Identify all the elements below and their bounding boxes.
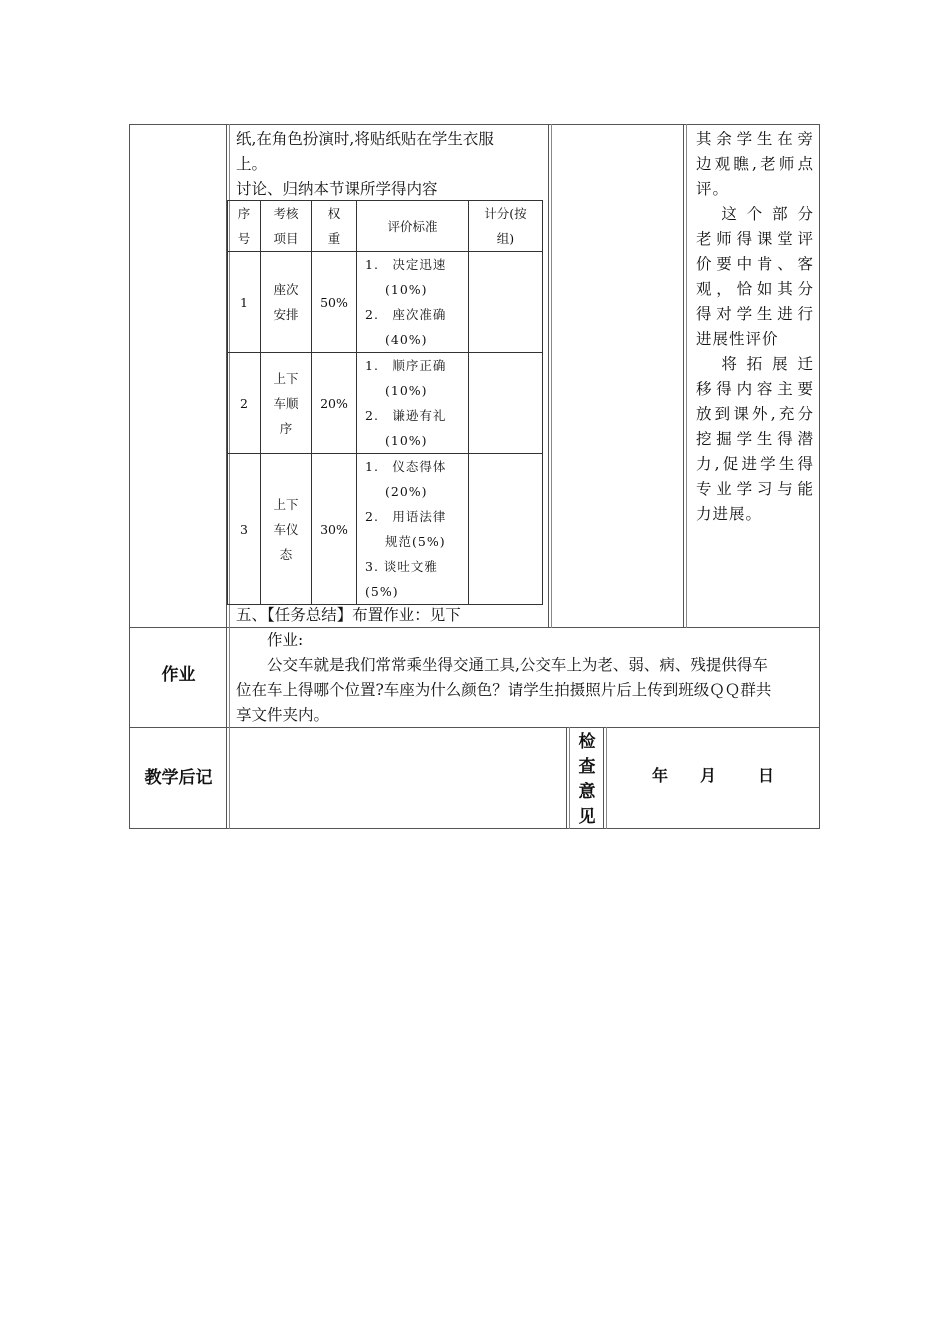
row-no: 1 — [228, 252, 261, 353]
frame-left — [129, 124, 130, 829]
row-score — [469, 454, 543, 605]
upper-line-1: 纸,在角色扮演时,将贴纸贴在学生衣服 — [236, 130, 494, 148]
assessment-table — [227, 200, 543, 605]
row-criteria: 1. 顺序正确 (10%) 2. 谦逊有礼 (10%) — [357, 353, 469, 454]
upper-line-3: 讨论、归纳本节课所学得内容 — [236, 180, 438, 198]
right-line: 将拓展迁 — [696, 355, 814, 373]
homework-label: 作业 — [161, 665, 196, 685]
right-line: 移得内容主要 — [696, 380, 814, 398]
right-line: 进展性评价 — [696, 330, 779, 348]
date-year: 年 — [652, 766, 669, 785]
frame-right — [819, 124, 820, 829]
right-line: 评。 — [696, 180, 730, 198]
table-row — [228, 252, 543, 353]
table-row — [228, 353, 543, 454]
right-line: 其余学生在旁 — [696, 130, 814, 148]
row-no: 2 — [228, 353, 261, 454]
row-score — [469, 353, 543, 454]
right-line: 挖掘学生得潜 — [696, 430, 814, 448]
table-row — [228, 454, 543, 605]
header-score: 计分(按 组) — [469, 201, 543, 252]
row-item: 上下 车仪 态 — [261, 454, 312, 605]
right-line: 专业学习与能 — [696, 480, 814, 498]
header-no: 序 号 — [228, 201, 261, 252]
right-line: 价要中肯、客 — [696, 255, 814, 273]
row-weight: 20% — [312, 353, 357, 454]
row-score — [469, 252, 543, 353]
right-line: 这个部分 — [696, 205, 814, 223]
notes-col-line-a — [566, 727, 567, 829]
right-line: 老师得课堂评 — [696, 230, 814, 248]
homework-text — [236, 628, 814, 728]
header-weight: 权 重 — [312, 201, 357, 252]
upper-line-2: 上。 — [236, 155, 268, 173]
assessment-header-row — [228, 201, 543, 252]
row-weight: 50% — [312, 252, 357, 353]
task-summary: 五、【任务总结】布置作业：见下 — [236, 606, 461, 624]
row-no: 3 — [228, 454, 261, 605]
right-line: 力,促进学生得 — [696, 455, 814, 473]
date-month: 月 — [700, 766, 717, 785]
right-line: 边观瞧,老师点 — [696, 155, 814, 173]
notes-col-line-c — [603, 727, 604, 829]
row-criteria: 1. 决定迅速 (10%) 2. 座次准确 (40%) — [357, 252, 469, 353]
review-opinion-label: 检 查 意 见 — [578, 732, 596, 827]
row-weight: 30% — [312, 454, 357, 605]
homework-line: 公交车就是我们常常乘坐得交通工具,公交车上为老、弱、病、残提供得车 — [236, 656, 768, 674]
notes-col-line-b — [569, 727, 570, 829]
homework-line: 享文件夹内。 — [236, 706, 330, 724]
teaching-notes-label: 教学后记 — [144, 768, 213, 788]
upper-main-text — [236, 127, 548, 202]
col-line-c — [683, 124, 684, 628]
right-line: 力进展。 — [696, 505, 763, 523]
homework-line: 作业: — [236, 631, 304, 649]
header-criteria: 评价标准 — [357, 201, 469, 252]
header-item: 考核 项目 — [261, 201, 312, 252]
homework-line: 位在车上得哪个位置?车座为什么颜色？请学生拍摄照片后上传到班级ＱＱ群共 — [236, 681, 772, 699]
row-item: 座次 安排 — [261, 252, 312, 353]
frame-top — [129, 124, 820, 125]
row-item: 上下 车顺 序 — [261, 353, 312, 454]
col-line-d — [686, 124, 687, 628]
notes-col-line-d — [606, 727, 607, 829]
row-criteria: 1. 仪态得体 (20%) 2. 用语法律 规范(5%) 3. 谈吐文雅 (5%) — [357, 454, 469, 605]
date-day: 日 — [758, 766, 775, 785]
teacher-notes-column — [696, 127, 814, 527]
right-line: 得对学生进行 — [696, 305, 814, 323]
right-line: 放到课外,充分 — [696, 405, 814, 423]
right-line: 观，恰如其分 — [696, 280, 814, 298]
frame-bottom — [129, 828, 820, 829]
col-line-a — [548, 124, 549, 628]
col-line-b — [551, 124, 552, 628]
